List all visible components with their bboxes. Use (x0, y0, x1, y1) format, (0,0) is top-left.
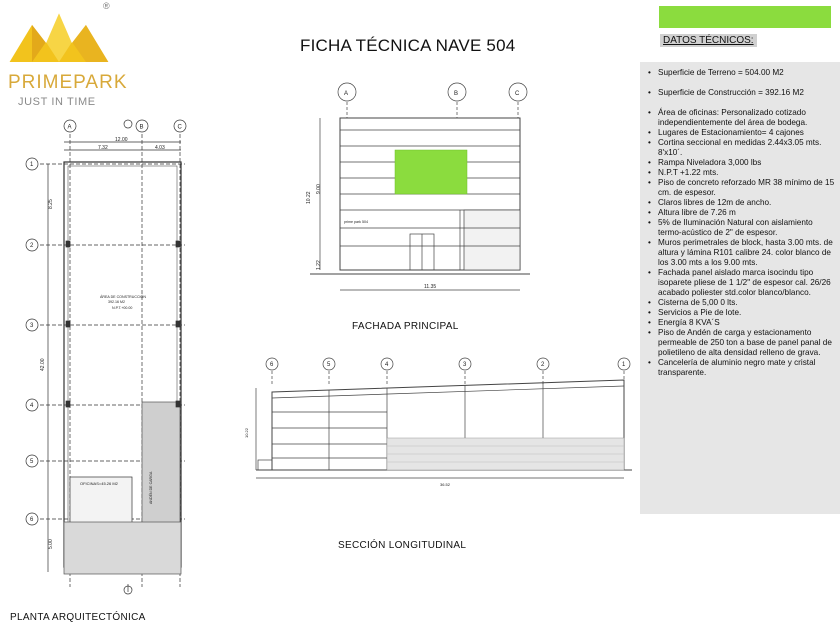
facade-width-dim: 11.35 (424, 284, 437, 290)
spec-item: • Área de oficinas: Personalizado cotizado independientemente del área de bodega. (646, 108, 836, 128)
brand-tagline: JUST IN TIME (18, 96, 96, 108)
spec-item: • Piso de concreto reforzado MR 38 mínimo de 15 cm. de espesor. (646, 178, 836, 198)
spec-item: • N.P.T +1.22 mts. (646, 168, 836, 178)
facade-col-label-c: C (515, 91, 520, 97)
spec-item: • Claros libres de 12m de ancho. (646, 198, 836, 208)
plan-dock-label: ANDÉN DE CARGA (149, 471, 153, 504)
brand-name: PRIMEPARK (8, 72, 128, 93)
facade-col-label-b: B (454, 91, 459, 97)
facade-col-label-a: A (344, 91, 349, 97)
plan-col-label-c: C (177, 124, 182, 131)
spec-item: • Fachada panel aislado marca isocindu tipo isoparete pliese de 1 1/2" de espesor cal. 26/26 acabado poliester std.color blanco/blanco. (646, 268, 836, 298)
facade-height-wall: 9.00 (316, 184, 322, 194)
plan-dim-width-2: 4.03 (155, 145, 165, 151)
plan-office-label: OFICINAS=45.26 M2 (80, 481, 118, 486)
section-col-label-1: 1 (622, 362, 626, 368)
specs-heading: DATOS TÉCNICOS: (660, 34, 757, 47)
spec-item: • Rampa Niveladora 3,000 lbs (646, 158, 836, 168)
facade-height-total: 10.22 (306, 191, 312, 204)
plan-row-label-3: 3 (30, 323, 34, 329)
plan-dim-total-width: 12.00 (115, 137, 128, 143)
section-col-label-6: 6 (270, 362, 274, 368)
registered-mark: ® (103, 1, 110, 11)
section-col-label-3: 3 (463, 362, 467, 368)
facade-caption: FACHADA PRINCIPAL (352, 321, 459, 332)
facade-height-npt: 1.22 (316, 260, 322, 270)
spec-item: • Altura libre de 7.26 m (646, 208, 836, 218)
spec-item: • Cancelería de aluminio negro mate y cristal transparente. (646, 358, 836, 378)
plan-dim-side-2: 42.00 (40, 358, 46, 371)
plan-row-label-5: 5 (30, 459, 34, 465)
plan-dim-width-1: 7.32 (98, 145, 108, 151)
plan-row-label-6: 6 (30, 517, 34, 523)
page-title: FICHA TÉCNICA NAVE 504 (300, 36, 516, 55)
facade-sign-text: prime park 504 (344, 220, 368, 224)
header-accent-bar (659, 6, 831, 28)
plan-dim-side-3: 5.00 (48, 539, 54, 549)
specs-list (646, 68, 836, 378)
spec-item: • Muros perimetrales de block, hasta 3.00 mts. de altura y lámina R101 calibre 24. color blanco de los 3.00 mts a los 9.00 mts. (646, 238, 836, 268)
spec-item: • 5% de Iluminación Natural con aislamiento termo-acústico de 2" de espesor. (646, 218, 836, 238)
plan-col-label-b: B (139, 124, 144, 131)
spec-item: • Superficie de Construcción = 392.16 M2 (646, 88, 836, 98)
spec-item: • Lugares de Estacionamiento= 4 cajones (646, 128, 836, 138)
section-col-label-5: 5 (327, 362, 331, 368)
section-caption: SECCIÓN LONGITUDINAL (338, 540, 467, 551)
spec-item: • Servicios a Pie de lote. (646, 308, 836, 318)
spec-item: • Superficie de Terreno = 504.00 M2 (646, 68, 836, 78)
facade-accent-panel (395, 150, 467, 194)
plan-row-label-2: 2 (30, 243, 34, 249)
plan-npt-label: N.P.T.+00.00 (112, 306, 133, 310)
spec-item: • Cisterna de 5,00 0 lts. (646, 298, 836, 308)
section-col-label-2: 2 (541, 362, 545, 368)
section-width-dim: 36.52 (440, 482, 451, 487)
section-col-label-4: 4 (385, 362, 389, 368)
section-height-dim: 10.22 (244, 427, 249, 438)
spec-item: • Cortina seccional en medidas 2.44x3.05 mts. 8'x10´. (646, 138, 836, 158)
plan-dim-side-1: 8.25 (48, 199, 54, 209)
plan-col-label-a: A (67, 124, 72, 131)
spec-item: • Piso de Andén de carga y estacionamento permeable de 250 ton a base de panel panal de polietileno de alta densidad relleno de grava. (646, 328, 836, 358)
plan-row-label-1: 1 (30, 162, 34, 168)
floor-plan-drawing (0, 112, 200, 600)
plan-area-value: 392.16 M2 (108, 300, 125, 304)
facade-drawing (300, 78, 540, 318)
primepark-logo (4, 2, 114, 72)
plan-caption: PLANTA ARQUITECTÓNICA (10, 612, 146, 623)
spec-item: • Energía 8 KVA´S (646, 318, 836, 328)
plan-row-label-4: 4 (30, 403, 34, 409)
section-drawing (232, 354, 640, 494)
plan-area-label: ÁREA DE CONSTRUCCIÓN (100, 295, 146, 299)
